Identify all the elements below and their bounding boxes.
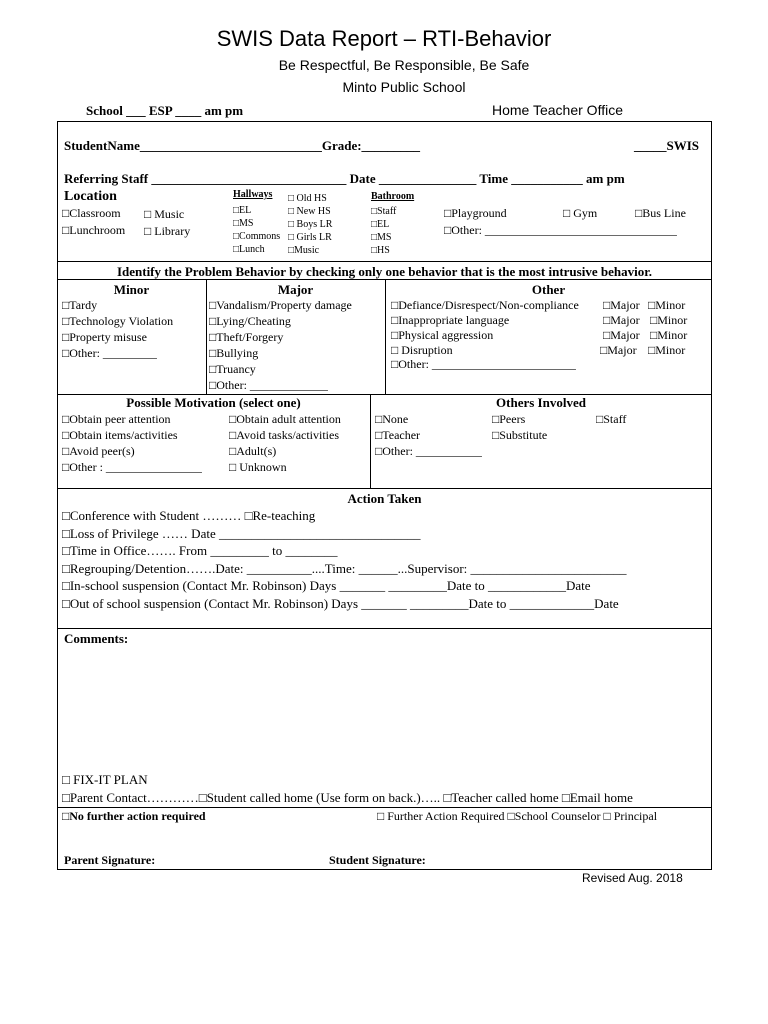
bathroom-staff[interactable]: □Staff [371,206,397,217]
hallway-boys-lr[interactable]: □ Boys LR [288,219,333,230]
parent-contact-line[interactable]: □Parent Contact…………□Student called home (Use form on back.)….. □Teacher called home □Email home [62,790,633,805]
location-music[interactable]: □ Music [144,207,185,221]
motivation-adult-attention[interactable]: □Obtain adult attention [229,412,341,426]
motivation-other[interactable]: □Other : ________________ [62,460,202,474]
location-label: Location [64,189,117,204]
major-title: Major [277,282,314,297]
school-name: Minto Public School [342,79,466,95]
hallway-el[interactable]: □EL [233,205,252,216]
minor-other[interactable]: □Other: _________ [62,346,157,360]
disruption-minor[interactable]: □Minor [648,343,686,357]
other-other[interactable]: □Other: ________________________ [391,357,576,371]
language-minor[interactable]: □Minor [650,313,688,327]
location-playground[interactable]: □Playground [444,206,507,220]
others-other[interactable]: □Other: ___________ [375,444,482,458]
action-out-of-school-suspension[interactable]: □Out of school suspension (Contact Mr. Robinson) Days _______ _________Date to _____________Date [62,596,619,611]
disruption-major[interactable]: □Major [600,343,637,357]
hallway-old-hs[interactable]: □ Old HS [288,193,327,204]
major-bullying[interactable]: □Bullying [209,346,259,360]
hallway-girls-lr[interactable]: □ Girls LR [288,232,332,243]
comments-label: Comments: [64,631,129,646]
action-in-school-suspension[interactable]: □In-school suspension (Contact Mr. Robinson) Days _______ _________Date to ____________Date [62,578,591,593]
motivation-avoid-tasks[interactable]: □Avoid tasks/activities [229,428,340,442]
swis-field[interactable]: _____SWIS [634,138,700,153]
action-conference[interactable]: □Conference with Student ……… □Re-teaching [62,508,316,523]
others-peers[interactable]: □Peers [492,412,526,426]
major-truancy[interactable]: □Truancy [209,362,256,376]
motivation-adults[interactable]: □Adult(s) [229,444,277,458]
action-title: Action Taken [347,491,422,506]
minor-technology-violation[interactable]: □Technology Violation [62,314,174,328]
others-staff[interactable]: □Staff [596,412,627,426]
location-other[interactable]: □Other: ________________________________ [444,223,677,237]
student-name-grade-field[interactable]: StudentName____________________________Grade:_________ [64,138,421,153]
hallway-lunch[interactable]: □Lunch [233,244,265,255]
motivation-peer-attention[interactable]: □Obtain peer attention [62,412,171,426]
aggression-major[interactable]: □Major [603,328,640,342]
bathroom-ms[interactable]: □MS [371,232,392,243]
referring-staff-field[interactable]: Referring Staff ______________________________ Date _______________ Time ___________ am pm [64,171,625,186]
major-other[interactable]: □Other: _____________ [209,378,328,392]
bathroom-el[interactable]: □EL [371,219,390,230]
school-esp-line: School ___ ESP ____ am pm [86,103,244,118]
others-substitute[interactable]: □Substitute [492,428,548,442]
bathroom-hs[interactable]: □HS [371,245,390,256]
location-options: Home Teacher Office [492,102,623,118]
motivation-items-activities[interactable]: □Obtain items/activities [62,428,178,442]
behavior-instruction: Identify the Problem Behavior by checking only one behavior that is the most intrusive behavior. [116,264,653,279]
motivation-unknown[interactable]: □ Unknown [229,460,287,474]
location-library[interactable]: □ Library [144,224,191,238]
other-defiance[interactable]: □Defiance/Disrespect/Non-compliance [391,298,579,312]
defiance-minor[interactable]: □Minor [648,298,686,312]
student-signature-label: Student Signature: [329,853,426,867]
further-action-line[interactable]: □ Further Action Required □School Counselor □ Principal [377,809,658,823]
hallway-music[interactable]: □Music [288,245,320,256]
no-further-action[interactable]: □No further action required [62,809,206,823]
major-lying-cheating[interactable]: □Lying/Cheating [209,314,291,328]
motivation-avoid-peers[interactable]: □Avoid peer(s) [62,444,135,458]
fix-it-plan-checkbox[interactable]: □ FIX-IT PLAN [62,772,148,787]
action-time-in-office[interactable]: □Time in Office……. From _________ to ________ [62,543,338,558]
other-physical-aggression[interactable]: □Physical aggression [391,328,494,342]
motto: Be Respectful, Be Responsible, Be Safe [278,57,530,73]
hallway-commons[interactable]: □Commons [233,231,281,242]
minor-title: Minor [113,282,150,297]
major-vandalism[interactable]: □Vandalism/Property damage [209,298,352,312]
minor-tardy[interactable]: □Tardy [62,298,98,312]
other-title: Other [531,282,566,297]
others-none[interactable]: □None [375,412,409,426]
hallways-title: Hallways [233,189,273,200]
revised-date: Revised Aug. 2018 [582,871,683,885]
hallway-new-hs[interactable]: □ New HS [288,206,331,217]
location-gym[interactable]: □ Gym [563,206,598,220]
location-classroom[interactable]: □Classroom [62,206,121,220]
major-theft-forgery[interactable]: □Theft/Forgery [209,330,284,344]
others-involved-title: Others Involved [496,395,586,410]
location-bus-line[interactable]: □Bus Line [635,206,686,220]
bathroom-title: Bathroom [371,191,415,202]
aggression-minor[interactable]: □Minor [650,328,688,342]
location-lunchroom[interactable]: □Lunchroom [62,223,126,237]
minor-property-misuse[interactable]: □Property misuse [62,330,147,344]
motivation-title: Possible Motivation (select one) [126,395,301,410]
other-inappropriate-language[interactable]: □Inappropriate language [391,313,510,327]
action-loss-of-privilege[interactable]: □Loss of Privilege …… Date _______________________________ [62,526,421,541]
defiance-major[interactable]: □Major [603,298,640,312]
page-title: SWIS Data Report – RTI-Behavior [216,26,552,51]
language-major[interactable]: □Major [603,313,640,327]
hallway-ms[interactable]: □MS [233,218,254,229]
parent-signature-label: Parent Signature: [64,853,156,867]
other-disruption[interactable]: □ Disruption [391,343,453,357]
action-regrouping[interactable]: □Regrouping/Detention…….Date: __________....Time: ______...Supervisor: ________________________ [62,561,627,576]
others-teacher[interactable]: □Teacher [375,428,421,442]
